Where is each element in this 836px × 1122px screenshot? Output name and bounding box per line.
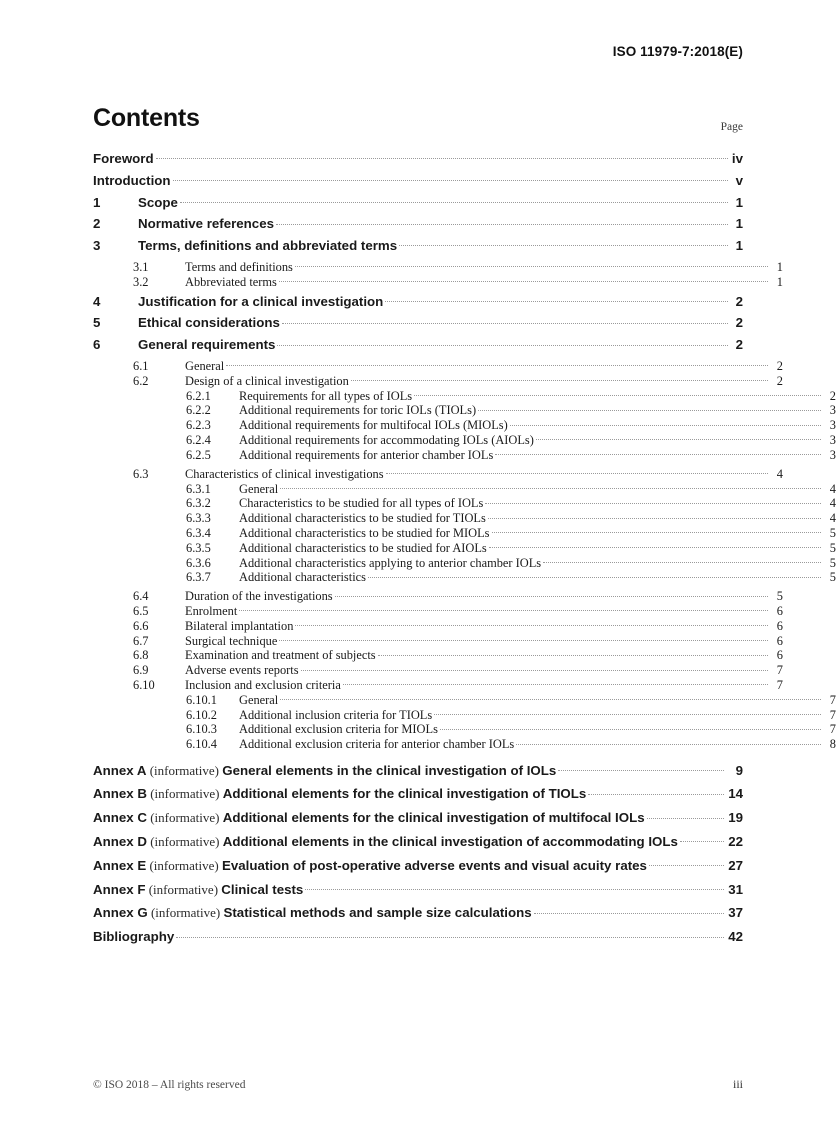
toc-entry-page: 4 bbox=[829, 481, 836, 496]
toc-entry[interactable] bbox=[93, 738, 836, 750]
toc-entry-title: Normative references bbox=[138, 216, 274, 232]
dot-leader bbox=[386, 472, 768, 474]
dot-leader bbox=[536, 438, 821, 440]
toc-entry-page: 5 bbox=[776, 589, 783, 604]
toc-entry-title: Additional characteristics to be studied for TIOLs bbox=[239, 511, 486, 526]
toc-entry-title: Additional characteristics bbox=[239, 570, 366, 585]
toc-entry[interactable] bbox=[93, 590, 783, 602]
dot-leader bbox=[488, 517, 821, 519]
dot-leader bbox=[351, 379, 768, 381]
dot-leader bbox=[279, 639, 768, 641]
toc-entry-page: 6 bbox=[776, 618, 783, 633]
toc-entry[interactable] bbox=[93, 557, 836, 569]
toc-entry-page: 7 bbox=[776, 663, 783, 678]
copyright-notice: © ISO 2018 – All rights reserved bbox=[93, 1079, 246, 1091]
toc-entry-number: 6.3.3 bbox=[186, 511, 211, 526]
toc-entry-number: 2 bbox=[93, 216, 101, 232]
dot-leader bbox=[510, 424, 821, 426]
toc-entry-title: Additional exclusion criteria for anterior chamber IOLs bbox=[239, 737, 515, 752]
dot-leader bbox=[385, 300, 728, 302]
toc-entry-number: 6.5 bbox=[133, 604, 149, 619]
toc-entry[interactable] bbox=[93, 375, 783, 387]
toc-entry[interactable] bbox=[93, 434, 836, 446]
dot-leader bbox=[368, 576, 821, 578]
annex-kind-label: (informative) bbox=[146, 857, 223, 873]
toc-entry-page: 4 bbox=[829, 496, 836, 511]
dot-leader bbox=[305, 888, 724, 890]
toc-entry[interactable] bbox=[93, 196, 743, 209]
toc-entry-number: 6.2.3 bbox=[186, 418, 211, 433]
annex-entry-page: 14 bbox=[728, 786, 743, 802]
dot-leader bbox=[239, 609, 768, 611]
toc-entry-number: 3.1 bbox=[133, 259, 149, 274]
toc-entry-title: General bbox=[185, 359, 225, 374]
toc-entry-page: 7 bbox=[829, 707, 836, 722]
toc-entry[interactable] bbox=[93, 152, 743, 165]
dot-leader bbox=[282, 322, 728, 324]
toc-entry-page: 5 bbox=[829, 570, 836, 585]
dot-leader bbox=[478, 409, 821, 411]
toc-entry-title: Additional requirements for toric IOLs (TIOLs) bbox=[239, 403, 477, 418]
dot-leader bbox=[489, 546, 821, 548]
toc-entry[interactable] bbox=[93, 694, 836, 706]
toc-entry-title: Additional characteristics applying to anterior chamber IOLs bbox=[239, 555, 542, 570]
dot-leader bbox=[516, 743, 821, 745]
toc-entry-page: 5 bbox=[829, 540, 836, 555]
annex-entry[interactable] bbox=[93, 883, 743, 896]
toc-entry[interactable] bbox=[93, 276, 783, 288]
toc-entry-title: Requirements for all types of IOLs bbox=[239, 388, 413, 403]
toc-entry[interactable] bbox=[93, 620, 783, 632]
annex-kind-label: (informative) bbox=[145, 881, 222, 897]
annex-entry[interactable] bbox=[93, 764, 743, 777]
annex-kind-label: (informative) bbox=[146, 762, 223, 778]
toc-entry-page: 2 bbox=[735, 337, 743, 353]
dot-leader bbox=[295, 624, 768, 626]
toc-entry-number: 6.3.7 bbox=[186, 570, 211, 585]
toc-entry-title: Scope bbox=[138, 194, 178, 210]
annex-entry-page: 31 bbox=[728, 881, 743, 897]
toc-entry-title: Terms and definitions bbox=[185, 259, 293, 274]
annex-entry[interactable] bbox=[93, 859, 743, 872]
toc-entry[interactable] bbox=[93, 723, 836, 735]
page-column-label: Page bbox=[720, 121, 743, 133]
toc-entry-number: 6.2.1 bbox=[186, 388, 211, 403]
dot-leader bbox=[343, 683, 768, 685]
dot-leader bbox=[173, 179, 728, 181]
toc-entry-title: Characteristics of clinical investigations bbox=[185, 466, 384, 481]
toc-entry-page: 8 bbox=[829, 737, 836, 752]
toc-entry[interactable] bbox=[93, 679, 783, 691]
annex-entry-page: 37 bbox=[728, 905, 743, 921]
annex-kind-label: (informative) bbox=[146, 810, 223, 826]
toc-entry[interactable] bbox=[93, 542, 836, 554]
toc-entry-page: 2 bbox=[776, 373, 783, 388]
annex-identifier: Annex D bbox=[93, 834, 147, 850]
toc-entry-title: Abbreviated terms bbox=[185, 274, 277, 289]
toc-entry-title: Design of a clinical investigation bbox=[185, 373, 349, 388]
bibliography-page: 42 bbox=[728, 929, 743, 945]
annex-entry-title bbox=[93, 811, 645, 824]
annex-entry[interactable] bbox=[93, 787, 743, 800]
annex-title-text: Additional elements for the clinical investigation of TIOLs bbox=[222, 786, 587, 802]
dot-leader bbox=[495, 453, 821, 455]
toc-entry-page: 1 bbox=[776, 274, 783, 289]
toc-entry[interactable] bbox=[93, 709, 836, 721]
toc-entry-page: 4 bbox=[829, 511, 836, 526]
toc-entry-title: General bbox=[239, 692, 279, 707]
toc-entry-page: 6 bbox=[776, 648, 783, 663]
toc-entry-page: 1 bbox=[776, 259, 783, 274]
toc-entry-number: 6.4 bbox=[133, 589, 149, 604]
annex-entry[interactable] bbox=[93, 835, 743, 848]
toc-entry-page: 2 bbox=[776, 359, 783, 374]
dot-leader bbox=[485, 502, 821, 504]
toc-entry-title: Additional characteristics to be studied for AIOLs bbox=[239, 540, 487, 555]
toc-entry-number: 6.3.4 bbox=[186, 525, 211, 540]
dot-leader bbox=[440, 728, 821, 730]
annex-identifier: Annex A bbox=[93, 762, 147, 778]
toc-entry[interactable] bbox=[93, 261, 783, 273]
toc-entry-number: 6.2.4 bbox=[186, 433, 211, 448]
dot-leader bbox=[276, 223, 728, 225]
dot-leader bbox=[534, 912, 724, 914]
toc-entry-page: 7 bbox=[829, 692, 836, 707]
toc-entry-number: 6.3.2 bbox=[186, 496, 211, 511]
toc-entry-page: 1 bbox=[735, 238, 743, 254]
annex-entry-title bbox=[93, 859, 647, 872]
toc-entry-title: General requirements bbox=[138, 337, 276, 353]
dot-leader bbox=[301, 669, 768, 671]
dot-leader bbox=[280, 487, 821, 489]
toc-entry-title: Additional inclusion criteria for TIOLs bbox=[239, 707, 433, 722]
toc-entry-title: Additional requirements for accommodating IOLs (AIOLs) bbox=[239, 433, 534, 448]
dot-leader bbox=[543, 561, 821, 563]
toc-entry[interactable] bbox=[93, 174, 743, 187]
toc-entry-page: 7 bbox=[776, 678, 783, 693]
toc-entry-number: 6.7 bbox=[133, 633, 149, 648]
toc-entry-number: 3 bbox=[93, 238, 101, 254]
annex-kind-label: (informative) bbox=[146, 834, 223, 850]
toc-entry-page: 2 bbox=[829, 388, 836, 403]
toc-entry-title: Terms, definitions and abbreviated terms bbox=[138, 238, 398, 254]
toc-entry-page: 2 bbox=[735, 315, 743, 331]
toc-entry-number: 3.2 bbox=[133, 274, 149, 289]
toc-entry-number: 6.2.2 bbox=[186, 403, 211, 418]
toc-entry-number: 4 bbox=[93, 293, 101, 309]
toc-entry[interactable] bbox=[93, 316, 743, 329]
toc-entry-title: Bilateral implantation bbox=[185, 618, 294, 633]
table-of-contents bbox=[93, 151, 836, 954]
annex-entry-page: 19 bbox=[728, 810, 743, 826]
toc-entry-title: Foreword bbox=[93, 151, 154, 166]
annex-entry[interactable] bbox=[93, 811, 743, 824]
toc-entry-page: 6 bbox=[776, 604, 783, 619]
dot-leader bbox=[588, 793, 724, 795]
annex-title-text: Evaluation of post-operative adverse events and visual acuity rates bbox=[222, 857, 647, 873]
toc-entry-page: v bbox=[735, 172, 743, 188]
annex-title-text: Additional elements in the clinical investigation of accommodating IOLs bbox=[222, 834, 678, 850]
toc-entry-page: 3 bbox=[829, 433, 836, 448]
annex-identifier: Annex E bbox=[93, 857, 147, 873]
toc-entry[interactable] bbox=[93, 449, 836, 461]
page-folio: iii bbox=[732, 1077, 743, 1091]
toc-entry-number: 6.2.5 bbox=[186, 447, 211, 462]
dot-leader bbox=[279, 280, 768, 282]
annex-title-text: Statistical methods and sample size calculations bbox=[223, 905, 532, 921]
dot-leader bbox=[414, 394, 821, 396]
annex-entry-title bbox=[93, 835, 678, 848]
annex-entry-page: 22 bbox=[728, 834, 743, 850]
toc-entry-page: 4 bbox=[776, 466, 783, 481]
toc-entry[interactable] bbox=[93, 217, 743, 230]
dot-leader bbox=[399, 244, 728, 246]
annex-entry-title bbox=[93, 787, 586, 800]
toc-entry-page: 5 bbox=[829, 525, 836, 540]
annex-title-text: General elements in the clinical investigation of IOLs bbox=[222, 762, 557, 778]
annex-entry-page: 9 bbox=[735, 762, 743, 778]
dot-leader bbox=[647, 817, 724, 819]
toc-entry-number: 5 bbox=[93, 315, 101, 331]
toc-entry-page: 5 bbox=[829, 555, 836, 570]
bibliography-title: Bibliography bbox=[93, 929, 175, 945]
toc-entry-title: Additional requirements for multifocal IOLs (MIOLs) bbox=[239, 418, 508, 433]
toc-entry-title: Examination and treatment of subjects bbox=[185, 648, 376, 663]
toc-entry-page: 1 bbox=[735, 194, 743, 210]
annex-identifier: Annex C bbox=[93, 810, 147, 826]
annex-title-text: Additional elements for the clinical investigation of multifocal IOLs bbox=[222, 810, 645, 826]
toc-entry-number: 6.3.5 bbox=[186, 540, 211, 555]
contents-heading-row bbox=[93, 104, 743, 138]
toc-entry-page: 6 bbox=[776, 633, 783, 648]
annex-entry-title bbox=[93, 764, 556, 777]
dot-leader bbox=[295, 265, 768, 267]
document-reference-header: ISO 11979-7:2018(E) bbox=[612, 44, 743, 59]
toc-entry-page: 3 bbox=[829, 403, 836, 418]
toc-entry[interactable] bbox=[93, 664, 783, 676]
toc-entry[interactable] bbox=[93, 468, 783, 480]
toc-entry[interactable] bbox=[93, 338, 743, 351]
dot-leader bbox=[335, 595, 768, 597]
annex-identifier: Annex B bbox=[93, 786, 147, 802]
toc-entry-number: 6.10.3 bbox=[186, 722, 217, 737]
toc-entry-page: 3 bbox=[829, 418, 836, 433]
toc-entry-title: Introduction bbox=[93, 172, 171, 188]
toc-entry-number: 6.8 bbox=[133, 648, 149, 663]
toc-entry-number: 6.10.1 bbox=[186, 692, 217, 707]
toc-entry[interactable] bbox=[93, 635, 783, 647]
annex-entry[interactable] bbox=[93, 906, 743, 919]
toc-entry-number: 6.3.1 bbox=[186, 481, 211, 496]
annex-entry-title bbox=[93, 883, 303, 896]
page-title: Contents bbox=[93, 104, 200, 132]
toc-entry-title: Characteristics to be studied for all types of IOLs bbox=[239, 496, 484, 511]
toc-entry-page: 7 bbox=[829, 722, 836, 737]
toc-entry-number: 6 bbox=[93, 337, 101, 353]
toc-entry-page: 1 bbox=[735, 216, 743, 232]
annex-kind-label: (informative) bbox=[146, 786, 223, 802]
toc-entry-number: 6.3 bbox=[133, 466, 149, 481]
toc-entry[interactable] bbox=[93, 483, 836, 495]
toc-entry[interactable] bbox=[93, 295, 743, 308]
toc-entry[interactable] bbox=[93, 512, 836, 524]
toc-entry-number: 6.3.6 bbox=[186, 555, 211, 570]
toc-entry-title: Additional characteristics to be studied for MIOLs bbox=[239, 525, 490, 540]
toc-entry[interactable] bbox=[93, 527, 836, 539]
annex-entry-title bbox=[93, 906, 532, 919]
dot-leader bbox=[180, 201, 728, 203]
toc-entry-title: Additional exclusion criteria for MIOLs bbox=[239, 722, 438, 737]
dot-leader bbox=[156, 157, 728, 159]
toc-entry-number: 6.9 bbox=[133, 663, 149, 678]
toc-entry[interactable] bbox=[93, 390, 836, 402]
toc-entry-page: iv bbox=[731, 151, 743, 166]
annex-identifier: Annex G bbox=[93, 905, 148, 921]
dot-leader bbox=[649, 864, 724, 866]
toc-entry[interactable] bbox=[93, 404, 836, 416]
dot-leader bbox=[277, 344, 728, 346]
toc-entry-title: Inclusion and exclusion criteria bbox=[185, 678, 341, 693]
toc-entry-page: 3 bbox=[829, 447, 836, 462]
annex-title-text: Clinical tests bbox=[221, 881, 304, 897]
dot-leader bbox=[226, 364, 768, 366]
toc-entry-number: 6.6 bbox=[133, 618, 149, 633]
toc-entry-title: Adverse events reports bbox=[185, 663, 299, 678]
toc-entry-number: 6.10.2 bbox=[186, 707, 217, 722]
annex-list bbox=[93, 764, 743, 944]
toc-entry-number: 6.10.4 bbox=[186, 737, 217, 752]
toc-entry-title: Duration of the investigations bbox=[185, 589, 333, 604]
dot-leader bbox=[378, 654, 768, 656]
toc-entry-number: 1 bbox=[93, 194, 101, 210]
toc-entry[interactable] bbox=[93, 419, 836, 431]
toc-entry-number: 6.2 bbox=[133, 373, 149, 388]
toc-entry-title: Additional requirements for anterior chamber IOLs bbox=[239, 447, 494, 462]
toc-entry[interactable] bbox=[93, 571, 836, 583]
dot-leader bbox=[492, 531, 822, 533]
toc-entry-title: Enrolment bbox=[185, 604, 238, 619]
annex-identifier: Annex F bbox=[93, 881, 146, 897]
toc-entry-title: Ethical considerations bbox=[138, 315, 280, 331]
toc-entry-number: 6.1 bbox=[133, 359, 149, 374]
toc-entry-page: 2 bbox=[735, 293, 743, 309]
annex-kind-label: (informative) bbox=[147, 905, 224, 921]
toc-entry-title: Surgical technique bbox=[185, 633, 278, 648]
annex-entry-page: 27 bbox=[728, 857, 743, 873]
toc-entry-title: General bbox=[239, 481, 279, 496]
toc-entry[interactable] bbox=[93, 360, 783, 372]
toc-entry[interactable] bbox=[93, 605, 783, 617]
page-footer bbox=[93, 1077, 743, 1092]
dot-leader bbox=[680, 840, 724, 842]
toc-entry[interactable] bbox=[93, 649, 783, 661]
toc-entry[interactable] bbox=[93, 497, 836, 509]
dot-leader bbox=[280, 698, 821, 700]
toc-entry[interactable] bbox=[93, 239, 743, 252]
dot-leader bbox=[558, 769, 724, 771]
bibliography-entry[interactable] bbox=[93, 930, 743, 943]
dot-leader bbox=[434, 713, 821, 715]
dot-leader bbox=[176, 936, 724, 938]
toc-entry-title: Justification for a clinical investigation bbox=[138, 293, 384, 309]
toc-entry-number: 6.10 bbox=[133, 678, 155, 693]
